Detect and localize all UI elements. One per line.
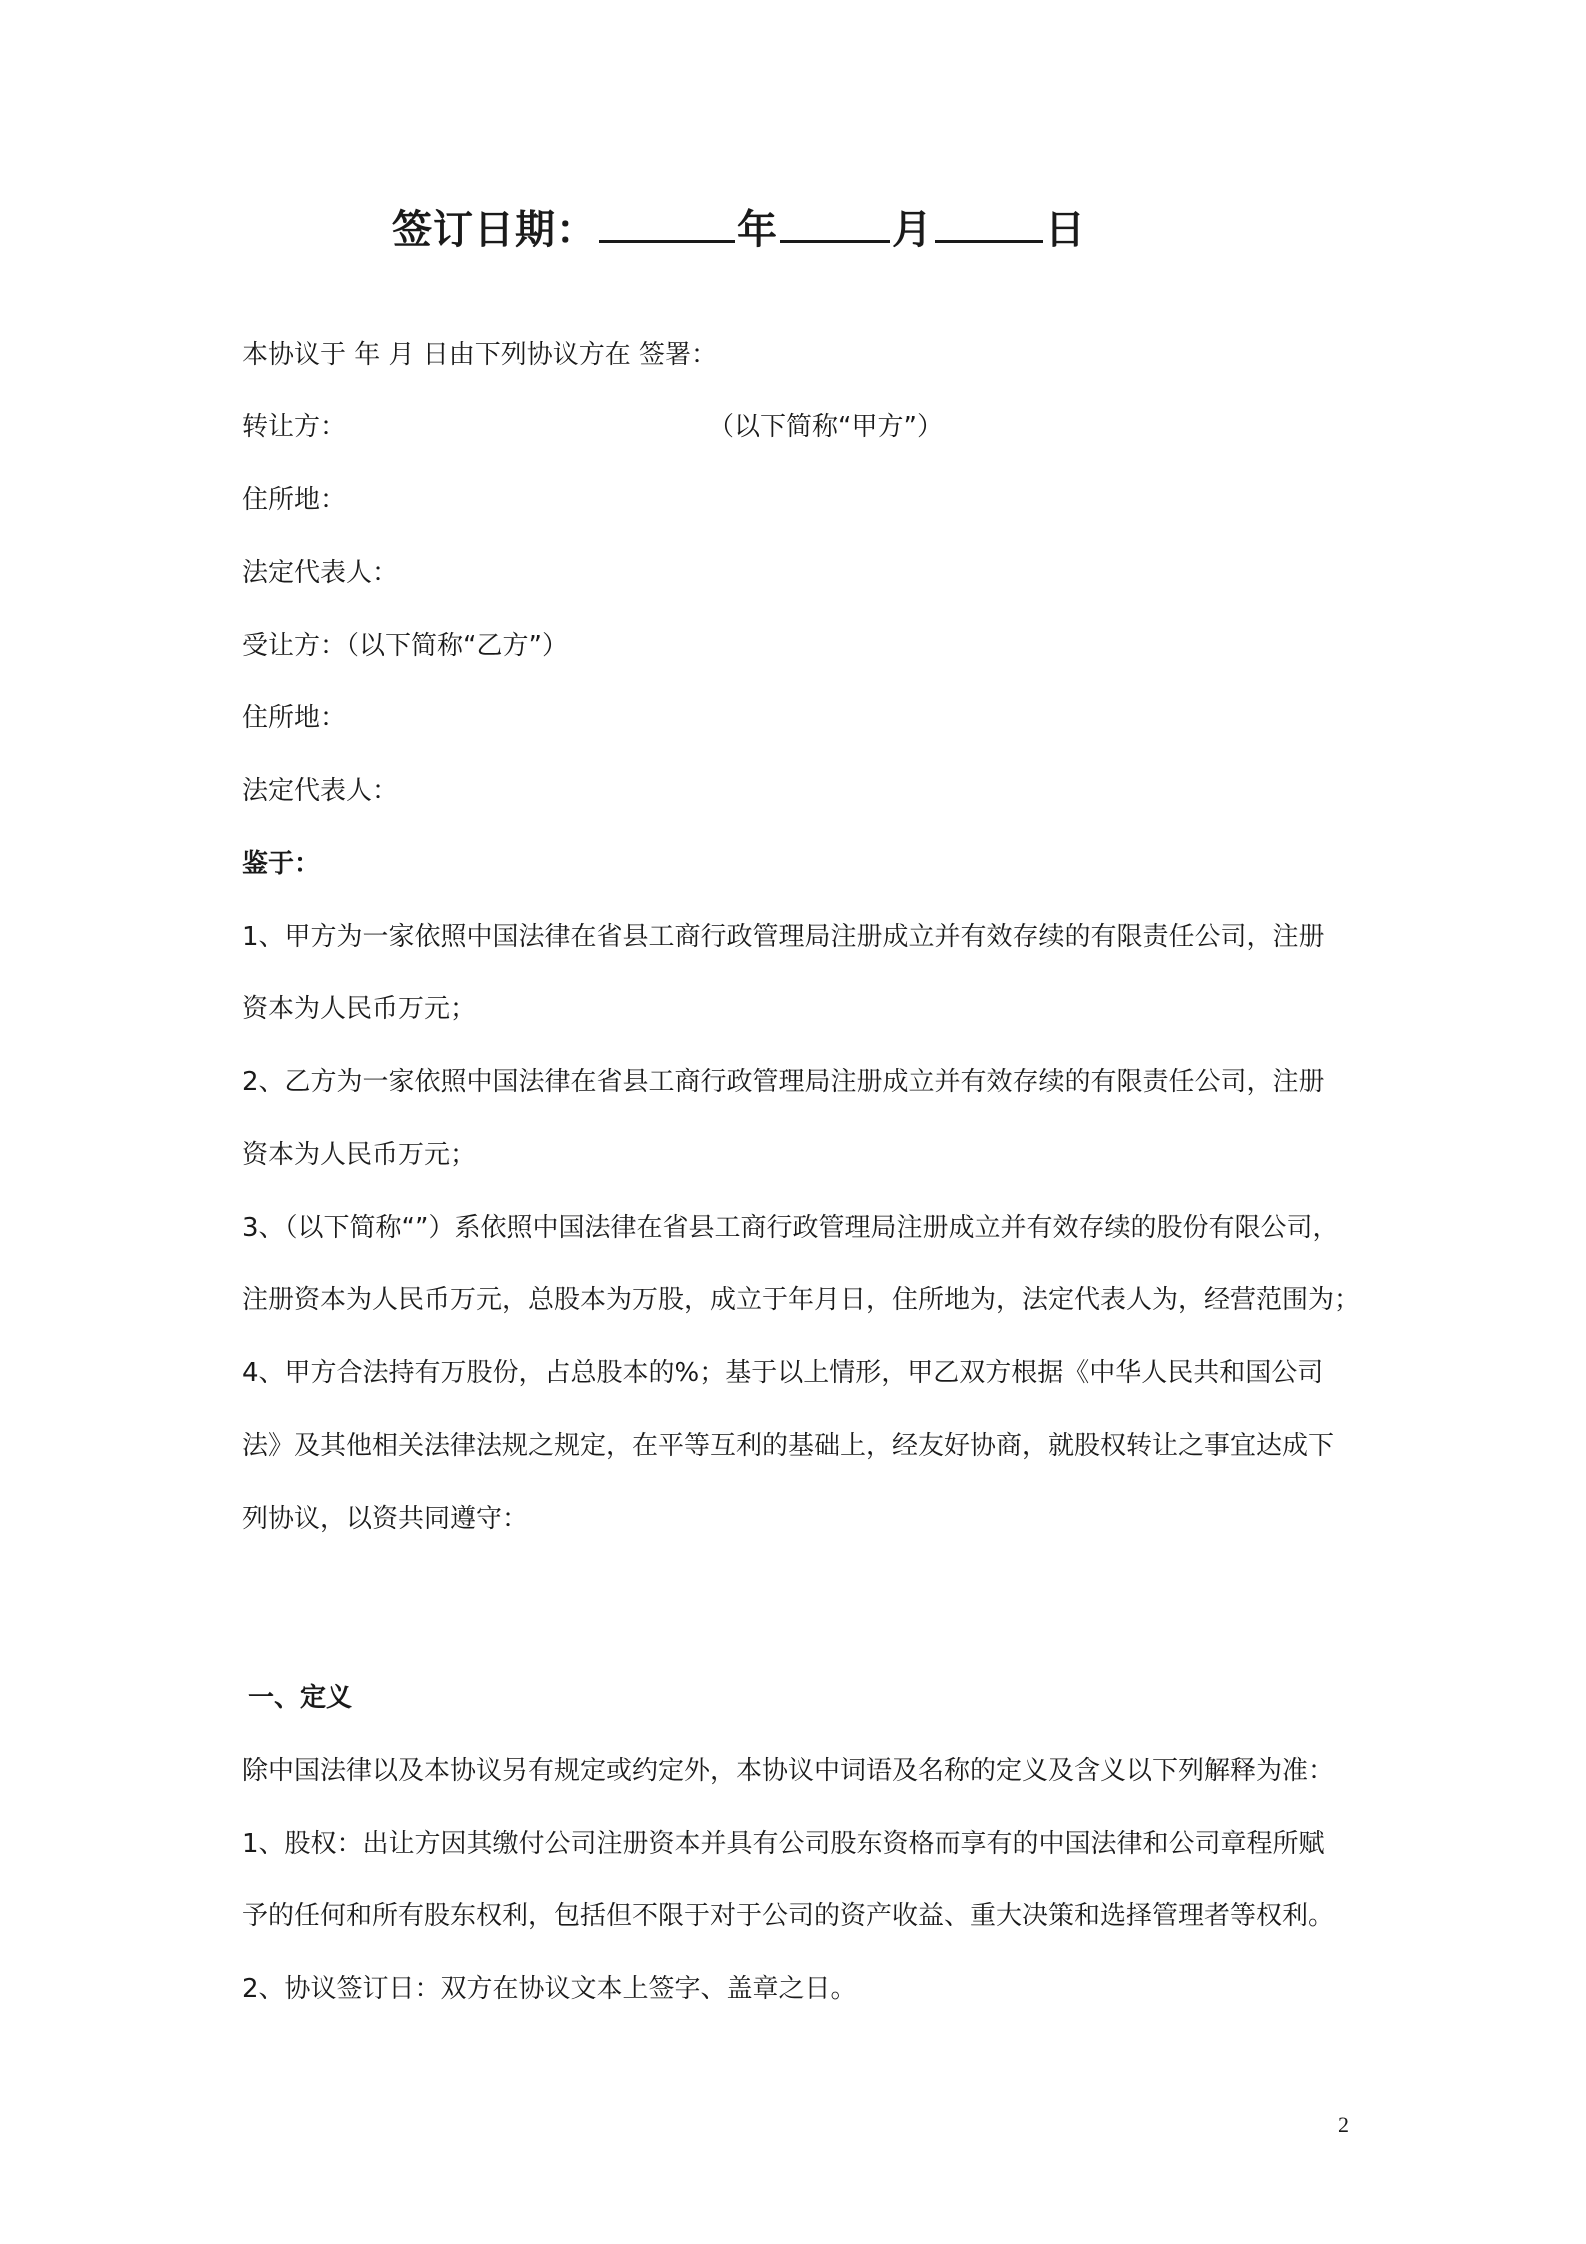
day-blank: [935, 204, 1043, 243]
transferee-label: 受让方：（以下简称“乙方”）: [242, 631, 568, 661]
transferor-address: 住所地：: [242, 485, 347, 515]
definitions-line: 除中国法律以及本协议另有规定或约定外，本协议中词语及名称的定义及含义以下列解释为准：: [242, 1756, 1335, 1786]
year-blank: [599, 204, 735, 243]
transferee-legal-rep: 法定代表人：: [242, 776, 399, 806]
whereas-heading: 鉴于：: [242, 849, 321, 879]
intro-line: 本协议于 年 月 日由下列协议方在 签署：: [242, 340, 718, 370]
transferor-line: [242, 410, 943, 444]
month-label: 月: [892, 207, 933, 253]
whereas-line: 注册资本为人民币万元，总股本为万股，成立于年月日，住所地为，法定代表人为，经营范围为；: [242, 1285, 1361, 1315]
whereas-line: 1、甲方为一家依照中国法律在省县工商行政管理局注册成立并有效存续的有限责任公司，注册: [242, 922, 1325, 952]
whereas-line: 2、乙方为一家依照中国法律在省县工商行政管理局注册成立并有效存续的有限责任公司，注册: [242, 1067, 1325, 1097]
signing-date-label: 签订日期：: [392, 207, 597, 253]
whereas-line: 3、（以下简称“”）系依照中国法律在省县工商行政管理局注册成立并有效存续的股份有限公司，: [242, 1213, 1339, 1243]
year-label: 年: [737, 207, 778, 253]
transferee-address: 住所地：: [242, 703, 347, 733]
transferor-legal-rep: 法定代表人：: [242, 558, 399, 588]
month-blank: [780, 204, 890, 243]
page-number: 2: [1338, 2112, 1349, 2137]
whereas-line: 资本为人民币万元；: [242, 1140, 477, 1170]
day-label: 日: [1045, 207, 1086, 253]
definitions-heading: 一、定义: [248, 1683, 353, 1713]
whereas-line: 4、甲方合法持有万股份，占总股本的%；基于以上情形，甲乙双方根据《中华人民共和国公司: [242, 1358, 1324, 1388]
transferor-label: 转让方：: [242, 412, 347, 442]
whereas-line: 列协议，以资共同遵守：: [242, 1504, 529, 1534]
transferor-alias: （以下简称“甲方”）: [708, 412, 943, 442]
definitions-line: 1、股权：出让方因其缴付公司注册资本并具有公司股东资格而享有的中国法律和公司章程所赋: [242, 1829, 1325, 1859]
whereas-line: 法》及其他相关法律法规之规定，在平等互利的基础上，经友好协商，就股权转让之事宜达成下: [242, 1431, 1335, 1461]
whereas-line: 资本为人民币万元；: [242, 994, 477, 1024]
signing-date-title: [392, 198, 1086, 255]
definitions-line: 2、协议签订日：双方在协议文本上签字、盖章之日。: [242, 1974, 857, 2004]
definitions-line: 予的任何和所有股东权利，包括但不限于对于公司的资产收益、重大决策和选择管理者等权利。: [242, 1901, 1335, 1931]
